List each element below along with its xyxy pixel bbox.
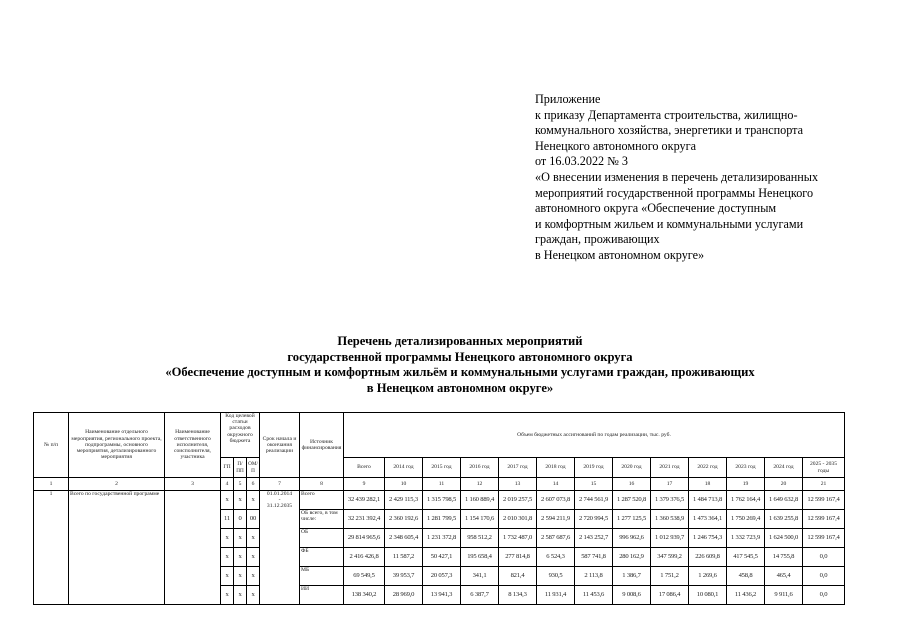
value-cell: 2 416 426,8: [344, 548, 385, 567]
source-cell: ОБ всего, в том числе:: [300, 510, 344, 529]
value-cell: 1 231 372,8: [423, 529, 461, 548]
value-cell: 458,8: [727, 567, 765, 586]
budget-code-cell: х: [234, 567, 247, 586]
appendix-line: граждан, проживающих: [535, 232, 660, 247]
value-cell: 1 315 798,5: [423, 491, 461, 510]
header-period: Срок начала и окончания реализации: [260, 413, 300, 478]
header-gp: ГП: [221, 458, 234, 478]
value-cell: 9 008,6: [613, 586, 651, 605]
header-year: 2022 год: [689, 458, 727, 478]
appendix-line: «О внесении изменения в перечень детализированных: [535, 169, 819, 184]
appendix-line: автономного округа «Обеспечение доступным: [535, 201, 777, 216]
header-budget-code: Код целевой статьи расходов окружного бюджета: [221, 413, 260, 458]
col-number: 6: [247, 478, 260, 491]
value-cell: 1 639 255,8: [765, 510, 803, 529]
source-cell: ОБ: [300, 529, 344, 548]
title-line: государственной программы Ненецкого автономного округа: [287, 349, 633, 364]
value-cell: 1 287 520,8: [613, 491, 651, 510]
value-cell: 0,0: [803, 548, 845, 567]
value-cell: 0,0: [803, 567, 845, 586]
value-cell: 930,5: [537, 567, 575, 586]
budget-code-cell: х: [247, 567, 260, 586]
value-cell: 1 277 125,5: [613, 510, 651, 529]
value-cell: 13 941,3: [423, 586, 461, 605]
col-number: 13: [499, 478, 537, 491]
value-cell: 958 512,2: [461, 529, 499, 548]
budget-code-cell: х: [234, 529, 247, 548]
appendix-line: Ненецкого автономного округа: [535, 138, 697, 153]
value-cell: 2 348 605,4: [385, 529, 423, 548]
col-number: 17: [651, 478, 689, 491]
period-line: 31.12.2035: [266, 503, 293, 510]
col-number: 7: [260, 478, 300, 491]
header-pp: П/ПП: [234, 458, 247, 478]
value-cell: 8 134,3: [499, 586, 537, 605]
budget-code-cell: х: [247, 586, 260, 605]
value-cell: 2 143 252,7: [575, 529, 613, 548]
value-cell: 17 086,4: [651, 586, 689, 605]
appendix-line: коммунального хозяйства, энергетики и транспорта: [535, 123, 804, 138]
col-number: 2: [69, 478, 165, 491]
header-year: 2014 год: [385, 458, 423, 478]
value-cell: 32 231 392,4: [344, 510, 385, 529]
value-cell: 11 587,2: [385, 548, 423, 567]
header-year: 2017 год: [499, 458, 537, 478]
value-cell: 2 587 687,6: [537, 529, 575, 548]
header-source: Источник финансирования: [300, 413, 344, 478]
budget-code-cell: х: [247, 548, 260, 567]
col-number: 5: [234, 478, 247, 491]
col-number: 20: [765, 478, 803, 491]
appendix-line: к приказу Департамента строительства, жилищно-: [535, 107, 798, 122]
header-total: Всего: [344, 458, 385, 478]
col-number: 18: [689, 478, 727, 491]
value-cell: 1 154 170,6: [461, 510, 499, 529]
col-number: 19: [727, 478, 765, 491]
value-cell: 12 599 167,4: [803, 529, 845, 548]
value-cell: 0,0: [803, 586, 845, 605]
row-name: Всего по государственной программе: [69, 491, 165, 605]
value-cell: 277 814,8: [499, 548, 537, 567]
budget-code-cell: 11: [221, 510, 234, 529]
row-number: 1: [34, 491, 69, 605]
budget-code-cell: 0: [234, 510, 247, 529]
value-cell: 50 427,1: [423, 548, 461, 567]
value-cell: 1 360 538,9: [651, 510, 689, 529]
header-year: 2019 год: [575, 458, 613, 478]
table-row: [34, 491, 845, 510]
title-line: в Ненецком автономном округе»: [366, 380, 554, 395]
period-line: 01.01.2014: [266, 491, 293, 497]
budget-code-cell: х: [221, 586, 234, 605]
budget-code-cell: х: [221, 529, 234, 548]
col-number: 3: [165, 478, 221, 491]
col-number: 16: [613, 478, 651, 491]
value-cell: 39 953,7: [385, 567, 423, 586]
value-cell: 14 755,8: [765, 548, 803, 567]
value-cell: 28 969,0: [385, 586, 423, 605]
col-number: 1: [34, 478, 69, 491]
source-cell: МБ: [300, 567, 344, 586]
budget-code-cell: х: [221, 548, 234, 567]
appendix-line: мероприятий государственной программы Ненецкого: [535, 185, 814, 200]
value-cell: 1 762 164,4: [727, 491, 765, 510]
value-cell: 226 609,8: [689, 548, 727, 567]
value-cell: 1 732 487,0: [499, 529, 537, 548]
value-cell: 29 814 965,6: [344, 529, 385, 548]
header-volume: Объем бюджетных ассигнований по годам реализации, тыс. руб.: [344, 413, 845, 458]
col-number: 4: [221, 478, 234, 491]
budget-code-cell: х: [221, 567, 234, 586]
value-cell: 821,4: [499, 567, 537, 586]
appendix-block: [535, 92, 880, 264]
value-cell: 280 162,9: [613, 548, 651, 567]
col-number: 8: [300, 478, 344, 491]
value-cell: 1 269,6: [689, 567, 727, 586]
value-cell: 12 599 167,4: [803, 510, 845, 529]
appendix-line: в Ненецком автономном округе»: [535, 247, 705, 262]
row-period: [260, 491, 300, 605]
header-name: Наименование отдельного мероприятия, регионального проекта, подпрограммы, основного мероприятия, детализированного мероприятия: [69, 413, 165, 478]
value-cell: 347 599,2: [651, 548, 689, 567]
value-cell: 20 057,3: [423, 567, 461, 586]
value-cell: 465,4: [765, 567, 803, 586]
header-om: ОМ/П: [247, 458, 260, 478]
value-cell: 1 624 500,0: [765, 529, 803, 548]
col-number: 9: [344, 478, 385, 491]
table-body: [34, 491, 845, 605]
header-num: № п/п: [34, 413, 69, 478]
value-cell: 1 281 799,5: [423, 510, 461, 529]
header-executor: Наименование ответственного исполнителя, соисполнителя, участника: [165, 413, 221, 478]
header-year: 2018 год: [537, 458, 575, 478]
value-cell: 2 744 561,9: [575, 491, 613, 510]
header-year: 2024 год: [765, 458, 803, 478]
value-cell: 138 340,2: [344, 586, 385, 605]
budget-code-cell: х: [234, 491, 247, 510]
col-number: 15: [575, 478, 613, 491]
value-cell: 1 012 939,7: [651, 529, 689, 548]
value-cell: 2 360 192,6: [385, 510, 423, 529]
header-year: 2021 год: [651, 458, 689, 478]
period-line: -: [278, 497, 281, 504]
value-cell: 2 113,8: [575, 567, 613, 586]
header-year: 2025 - 2035 годы: [803, 458, 845, 478]
budget-code-cell: 00: [247, 510, 260, 529]
value-cell: 1 751,2: [651, 567, 689, 586]
value-cell: 1 332 723,9: [727, 529, 765, 548]
col-number: 10: [385, 478, 423, 491]
value-cell: 1 473 364,1: [689, 510, 727, 529]
col-number: 11: [423, 478, 461, 491]
col-number: 12: [461, 478, 499, 491]
row-executor: [165, 491, 221, 605]
budget-code-cell: х: [247, 529, 260, 548]
value-cell: 2 010 301,8: [499, 510, 537, 529]
source-cell: ИИ: [300, 586, 344, 605]
value-cell: 195 658,4: [461, 548, 499, 567]
title-line: Перечень детализированных мероприятий: [337, 334, 583, 348]
value-cell: 11 931,4: [537, 586, 575, 605]
budget-code-cell: х: [247, 491, 260, 510]
budget-code-cell: х: [221, 491, 234, 510]
value-cell: 6 387,7: [461, 586, 499, 605]
value-cell: 1 379 376,5: [651, 491, 689, 510]
value-cell: 2 019 257,5: [499, 491, 537, 510]
value-cell: 9 911,6: [765, 586, 803, 605]
value-cell: 2 720 994,5: [575, 510, 613, 529]
budget-code-cell: х: [234, 548, 247, 567]
value-cell: 6 524,3: [537, 548, 575, 567]
source-cell: ФБ: [300, 548, 344, 567]
document-title: [60, 334, 860, 396]
budget-code-cell: х: [234, 586, 247, 605]
value-cell: 587 741,8: [575, 548, 613, 567]
value-cell: 32 439 282,1: [344, 491, 385, 510]
value-cell: 1 386,7: [613, 567, 651, 586]
value-cell: 12 599 167,4: [803, 491, 845, 510]
value-cell: 1 246 754,3: [689, 529, 727, 548]
source-cell: Всего: [300, 491, 344, 510]
value-cell: 1 484 713,8: [689, 491, 727, 510]
value-cell: 1 649 632,8: [765, 491, 803, 510]
value-cell: 1 750 269,4: [727, 510, 765, 529]
value-cell: 10 080,1: [689, 586, 727, 605]
value-cell: 417 545,5: [727, 548, 765, 567]
col-number: 14: [537, 478, 575, 491]
value-cell: 996 962,6: [613, 529, 651, 548]
appendix-line: Приложение: [535, 92, 601, 106]
header-year: 2020 год: [613, 458, 651, 478]
header-year: 2016 год: [461, 458, 499, 478]
value-cell: 11 453,6: [575, 586, 613, 605]
header-year: 2015 год: [423, 458, 461, 478]
appendix-line: и комфортным жильем и коммунальными услугами: [535, 216, 804, 231]
value-cell: 341,1: [461, 567, 499, 586]
value-cell: 2 607 073,8: [537, 491, 575, 510]
value-cell: 2 594 211,9: [537, 510, 575, 529]
value-cell: 11 436,2: [727, 586, 765, 605]
measures-table: [33, 412, 845, 605]
header-year: 2023 год: [727, 458, 765, 478]
col-number: 21: [803, 478, 845, 491]
appendix-line: от 16.03.2022 № 3: [535, 154, 628, 169]
title-line: «Обеспечение доступным и комфортным жильём и коммунальными услугами граждан, проживающих: [165, 365, 755, 379]
value-cell: 2 429 115,3: [385, 491, 423, 510]
value-cell: 1 160 889,4: [461, 491, 499, 510]
value-cell: 69 549,5: [344, 567, 385, 586]
